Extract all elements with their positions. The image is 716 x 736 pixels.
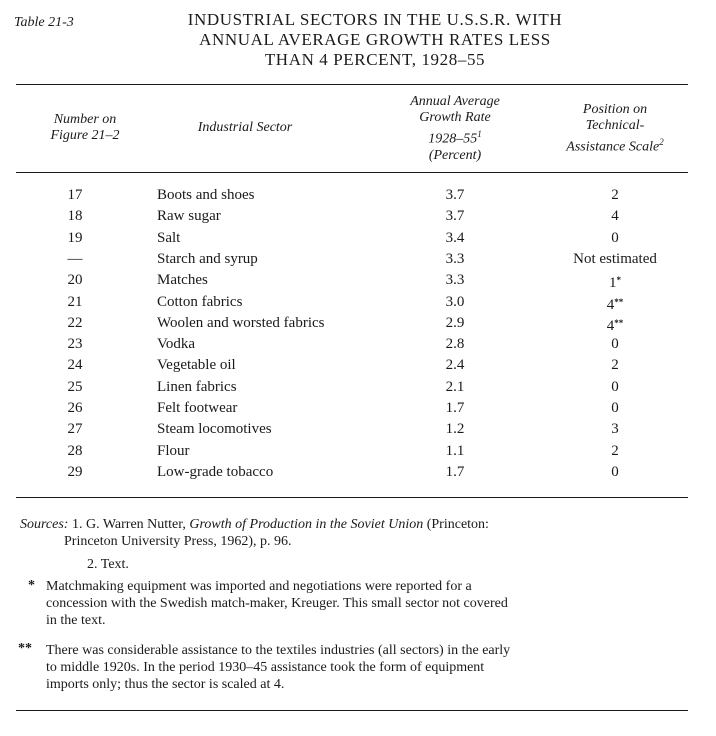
sources-line-2: Princeton University Press, 1962), p. 96.	[64, 534, 292, 549]
row-growth-rate: 3.4	[445, 229, 465, 246]
table-title-line-1: INDUSTRIAL SECTORS IN THE U.S.S.R. WITH	[187, 10, 563, 29]
row-sector: Matches	[157, 272, 208, 289]
row-number: 28	[67, 442, 83, 459]
row-position: 0	[611, 229, 619, 246]
row-number: 20	[67, 272, 83, 289]
row-position: Not estimated	[573, 250, 657, 267]
row-sector: Boots and shoes	[157, 187, 255, 203]
footnote-marker: *	[616, 275, 621, 286]
row-position: 0	[611, 336, 619, 353]
table-title-line-2: ANNUAL AVERAGE GROWTH RATES LESS	[199, 30, 551, 49]
row-position: 0	[611, 463, 619, 480]
row-sector: Cotton fabrics	[157, 293, 243, 310]
row-sector: Woolen and worsted fabrics	[157, 314, 325, 331]
row-sector: Vodka	[157, 336, 196, 353]
row-growth-rate: 1.7	[445, 400, 465, 416]
row-number: 19	[67, 229, 83, 246]
row-growth-rate: 2.1	[445, 378, 465, 395]
row-sector: Steam locomotives	[157, 421, 272, 438]
row-growth-rate: 1.7	[445, 463, 465, 480]
footer-rule	[16, 710, 688, 711]
note-star-line-2: concession with the Swedish match-maker, Kreuger. This small sector not covered	[46, 596, 508, 611]
row-position: 1*	[609, 275, 621, 292]
header-number: Number on Figure 21–2	[50, 112, 120, 143]
row-sector: Vegetable oil	[157, 357, 236, 374]
row-position: 0	[611, 378, 619, 395]
row-number: 29	[67, 463, 83, 480]
row-growth-rate: 2.8	[445, 336, 465, 353]
row-number: 25	[67, 378, 83, 395]
header-position: Position on Technical- Assistance Scale$^2$	[566, 102, 664, 155]
row-growth-rate: 3.3	[445, 250, 465, 267]
row-growth-rate: 3.3	[445, 272, 465, 289]
row-sector: Flour	[157, 442, 190, 459]
row-number: 18	[67, 208, 83, 225]
row-sector: Starch and syrup	[157, 250, 258, 267]
row-growth-rate: 1.1	[445, 442, 465, 459]
row-sector: Felt footwear	[157, 400, 238, 416]
note-dstar-line-1: There was considerable assistance to the textiles industries (all sectors) in the early	[46, 643, 511, 658]
row-sector: Linen fabrics	[157, 378, 237, 395]
row-number: 22	[67, 314, 83, 331]
row-sector: Raw sugar	[157, 208, 221, 225]
row-position: 4**	[606, 317, 624, 334]
row-number: 23	[67, 336, 83, 353]
note-dstar-line-3: imports only; thus the sector is scaled at 4.	[46, 677, 285, 692]
table-label: Table 21-3	[14, 15, 74, 30]
footnote-marker: **	[614, 317, 624, 328]
row-number: —	[67, 250, 83, 267]
row-position: 4**	[606, 296, 624, 313]
row-sector: Low-grade tobacco	[157, 463, 274, 480]
row-growth-rate: 3.0	[445, 293, 465, 310]
row-position: 2	[611, 187, 619, 203]
note-dstar-line-2: to middle 1920s. In the period 1930–45 assistance took the form of equipment	[46, 660, 485, 675]
row-position: 4	[611, 208, 619, 225]
sources-line-1: Sources: 1. G. Warren Nutter, Growth of Production in the Soviet Union (Princeton:	[20, 517, 489, 532]
note-star-line-3: in the text.	[46, 613, 106, 628]
row-growth-rate: 2.4	[445, 357, 465, 374]
row-sector: Salt	[157, 229, 181, 246]
row-number: 26	[67, 400, 83, 416]
header-rate: Annual Average Growth Rate $1928-55^1$ (Percent)	[410, 94, 500, 163]
row-growth-rate: 2.9	[445, 314, 465, 331]
row-position: 2	[611, 357, 619, 374]
row-growth-rate: 3.7	[445, 208, 465, 225]
row-position: 2	[611, 442, 619, 459]
note-star-marker: *	[28, 578, 35, 593]
footnote-marker: **	[614, 296, 624, 307]
note-star-line-1: Matchmaking equipment was imported and negotiations were reported for a	[46, 579, 472, 594]
header-sector: Industrial Sector	[197, 120, 293, 135]
row-number: 17	[67, 187, 83, 203]
note-dstar-marker: **	[18, 641, 32, 656]
row-number: 24	[67, 357, 83, 374]
top-rule	[16, 84, 688, 85]
bottom-rule	[16, 497, 688, 498]
row-position: 0	[611, 400, 619, 416]
row-number: 27	[67, 421, 83, 438]
row-growth-rate: 3.7	[445, 187, 465, 203]
source-2: 2. Text.	[87, 557, 129, 572]
table-title-line-3: THAN 4 PERCENT, 1928–55	[264, 50, 486, 69]
row-position: 3	[611, 421, 619, 438]
row-growth-rate: 1.2	[445, 421, 465, 438]
row-number: 21	[67, 293, 83, 310]
header-rule	[16, 172, 688, 173]
